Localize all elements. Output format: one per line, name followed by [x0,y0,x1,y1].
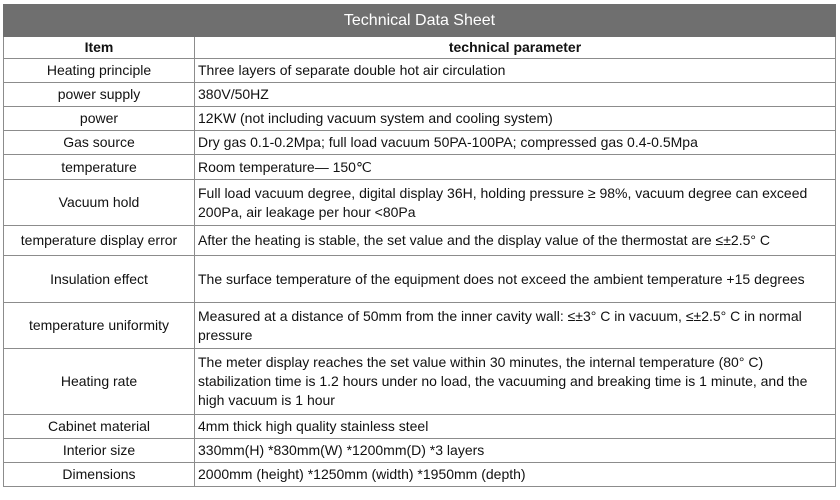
table-row [4,180,836,226]
row-item: Heating principle [4,59,195,83]
table-row [4,303,836,349]
table-body [4,59,836,487]
row-value: 12KW (not including vacuum system and cooling system) [195,107,836,131]
row-item: Cabinet material [4,415,195,439]
row-value: Room temperature— 150℃ [195,155,836,180]
table-row [4,226,836,256]
row-item: Gas source [4,131,195,155]
row-value: The meter display reaches the set value within 30 minutes, the internal temperature (80° C) stabilization time is 1.2 hours under no load, the vacuuming and breaking time is 1 minute, and the high vacuum is 1 hour [195,349,836,415]
row-item: temperature [4,155,195,180]
row-item: Heating rate [4,349,195,415]
row-value: The surface temperature of the equipment does not exceed the ambient temperature +15 degrees [195,256,836,303]
row-item: Vacuum hold [4,180,195,226]
row-value: Three layers of separate double hot air circulation [195,59,836,83]
table-row [4,256,836,303]
row-item: temperature uniformity [4,303,195,349]
technical-data-table [3,4,836,487]
table-row [4,131,836,155]
table-row [4,155,836,180]
table-title: Technical Data Sheet [4,5,836,37]
row-value: 330mm(H) *830mm(W) *1200mm(D) *3 layers [195,439,836,463]
row-value: 2000mm (height) *1250mm (width) *1950mm (depth) [195,463,836,487]
row-item: Dimensions [4,463,195,487]
row-item: temperature display error [4,226,195,256]
header-parameter: technical parameter [195,37,836,59]
table-row [4,59,836,83]
row-value: After the heating is stable, the set value and the display value of the thermostat are ≤±2.5° C [195,226,836,256]
table-row [4,415,836,439]
table-row [4,83,836,107]
row-value: Measured at a distance of 50mm from the inner cavity wall: ≤±3° C in vacuum, ≤±2.5° C in normal pressure [195,303,836,349]
table-row [4,439,836,463]
header-row [4,37,836,59]
title-row [4,5,836,37]
header-item: Item [4,37,195,59]
table-row [4,463,836,487]
row-value: Dry gas 0.1-0.2Mpa; full load vacuum 50PA-100PA; compressed gas 0.4-0.5Mpa [195,131,836,155]
row-item: power [4,107,195,131]
row-item: Insulation effect [4,256,195,303]
row-value: 380V/50HZ [195,83,836,107]
table-row [4,107,836,131]
row-item: Interior size [4,439,195,463]
row-value: 4mm thick high quality stainless steel [195,415,836,439]
row-item: power supply [4,83,195,107]
row-value: Full load vacuum degree, digital display 36H, holding pressure ≥ 98%, vacuum degree can exceed 200Pa, air leakage per hour <80Pa [195,180,836,226]
table-row [4,349,836,415]
